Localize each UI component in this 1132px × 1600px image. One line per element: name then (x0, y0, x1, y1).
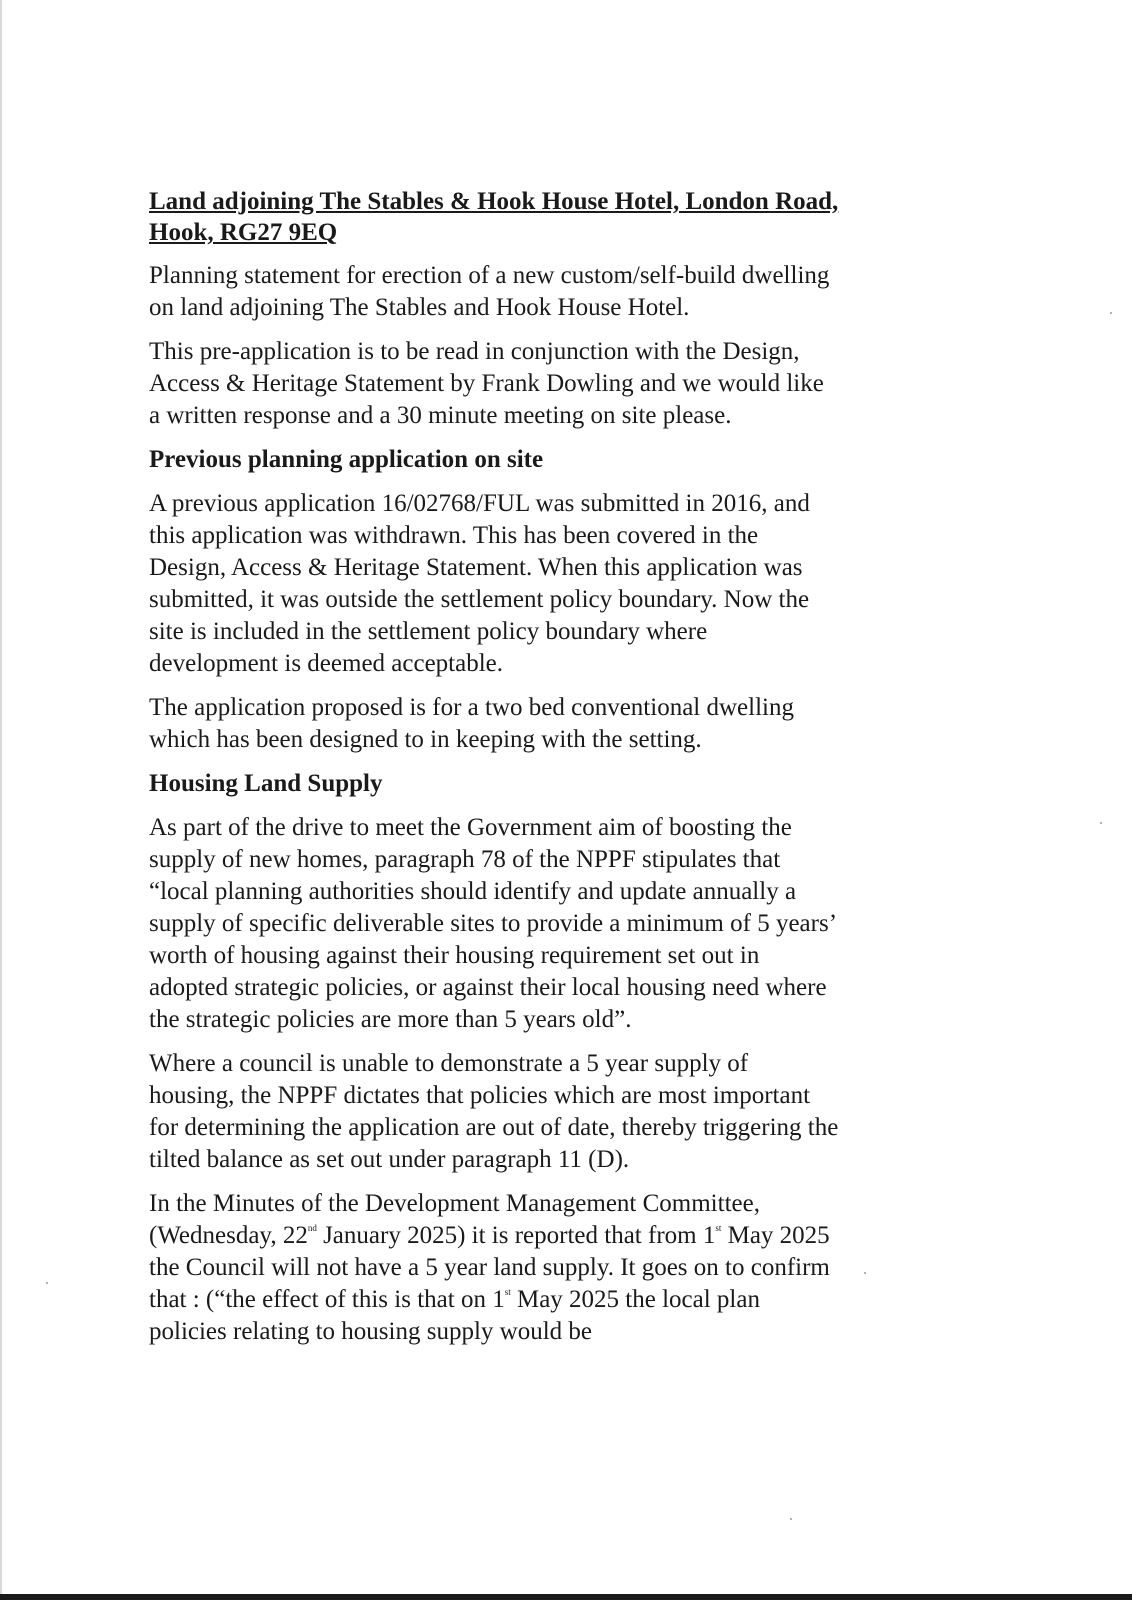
ordinal-suffix: st (504, 1287, 511, 1297)
section-heading-housing-land-supply: Housing Land Supply (149, 770, 383, 797)
ordinal-suffix: nd (307, 1223, 317, 1233)
section-heading-previous-application: Previous planning application on site (149, 446, 544, 473)
body-paragraph: The application proposed is for a two bed conventional dwelling which has been designed to in keeping with the setting. (149, 694, 794, 753)
minutes-text: January 2025) it is reported that from 1 (316, 1222, 716, 1249)
body-paragraph: Where a council is unable to demonstrate a 5 year supply of housing, the NPPF dictates that policies which are most important for determining the application are out of date, thereby triggering the tilted balance as set out under paragraph 11 (D). (149, 1050, 839, 1173)
minutes-text: May 2025 the local plan policies relating to housing supply would be (149, 1286, 760, 1345)
page-edge (0, 0, 2, 1600)
intro-paragraph: This pre-application is to be read in conjunction with the Design, Access & Heritage Statement by Frank Dowling and we would like a written response and a 30 minute meeting on site please. (149, 338, 824, 429)
minutes-text: May 2025 the Council will not have a 5 year land supply. It goes on to confirm that : (“the effect of this is that on 1 (149, 1222, 830, 1313)
minutes-paragraph (149, 1188, 839, 1348)
body-paragraph: A previous application 16/02768/FUL was submitted in 2016, and this application was withdrawn. This has been covered in the Design, Access & Heritage Statement. When this application was submitted, it was outside the settlement policy boundary. Now the site is included in the settlement policy boundary where development is deemed acceptable. (149, 490, 810, 677)
scan-speck (790, 1518, 792, 1520)
scan-bottom-edge (0, 1594, 1132, 1600)
scan-speck (46, 1282, 48, 1284)
document-body (149, 186, 839, 1360)
body-paragraph: As part of the drive to meet the Government aim of boosting the supply of new homes, paragraph 78 of the NPPF stipulates that “local planning authorities should identify and update annually a supply of specific deliverable sites to provide a minimum of 5 years’ worth of housing against their housing requirement set out in adopted strategic policies, or against their local housing need where the strategic policies are more than 5 years old”. (149, 814, 836, 1033)
scan-speck (1100, 822, 1102, 824)
minutes-text: In the Minutes of the Development Management Committee, (Wednesday, 22 (149, 1190, 760, 1249)
ordinal-suffix: st (715, 1223, 722, 1233)
document-title: Land adjoining The Stables & Hook House Hotel, London Road, Hook, RG27 9EQ (149, 188, 839, 246)
scan-speck (864, 1272, 866, 1274)
scan-speck (1110, 312, 1112, 314)
intro-paragraph: Planning statement for erection of a new custom/self-build dwelling on land adjoining The Stables and Hook House Hotel. (149, 262, 830, 321)
